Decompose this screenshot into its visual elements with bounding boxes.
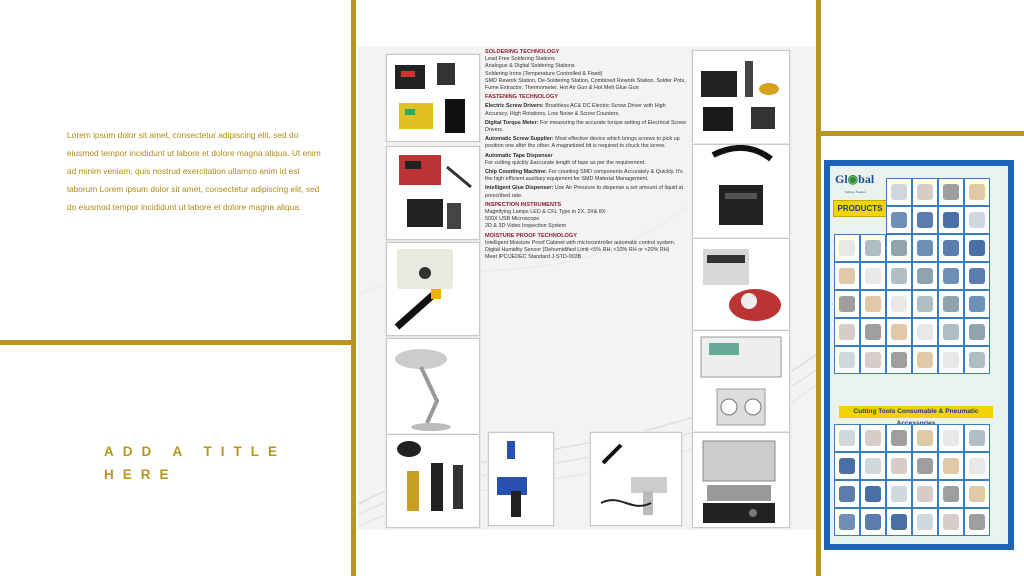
fastening-item: [485, 169, 689, 183]
product-thumbnail: [964, 480, 990, 508]
product-thumbnail: [964, 508, 990, 536]
product-thumbnail: [886, 424, 912, 452]
glue-gun-photo: [590, 432, 682, 526]
magnifying-lamp-photo: [386, 338, 480, 436]
product-thumbnail: [886, 290, 912, 318]
product-thumbnail: [834, 290, 860, 318]
soldering-line: SMD Rework Station, De-Soldering Station, Combined Rework Station, Solder Pots, Fume Extractor, Thermometer, Hot Air Gun & Hot Melt Glue Gun: [485, 77, 686, 92]
moisture-line: Meet IPC/JEDEC Standard J-STD-003B: [485, 254, 582, 261]
product-thumbnail: [860, 508, 886, 536]
moisture-line: Digital Humidity Sensor (Dehumidified Limit <5% RH, <10% RH or <20% RH): [485, 247, 670, 254]
product-thumbnail: [912, 452, 938, 480]
product-catalog-image: [358, 46, 816, 530]
product-thumbnail: [964, 234, 990, 262]
chip-counter-photo: [692, 330, 790, 432]
ultrasonic-cleaner-photo: [692, 432, 790, 528]
product-thumbnail: [860, 346, 886, 374]
soldering-section-title: SOLDERING TECHNOLOGY: [485, 49, 560, 55]
product-thumbnail: [860, 318, 886, 346]
brochure-inner: [830, 166, 1008, 544]
logo-text-a: Gl: [835, 172, 848, 186]
product-thumbnail: [938, 262, 964, 290]
fastening-item-desc: For measuring the accurate torque setting of Electrical Screw Drivers.: [485, 119, 686, 134]
product-thumbnail: [860, 452, 886, 480]
fastening-item: [485, 120, 689, 134]
product-thumbnail: [912, 424, 938, 452]
product-thumbnail: [834, 318, 860, 346]
product-thumbnail: [834, 262, 860, 290]
right-divider-line: [816, 0, 821, 576]
product-thumbnail: [964, 206, 990, 234]
product-thumbnail: [886, 452, 912, 480]
fastening-item-desc: For counting SMD components Accurately & Quickly. It's the high efficient auxiliary equipment for SMD Material Management.: [485, 169, 683, 183]
soldering-station-photo: [386, 54, 480, 142]
product-thumbnail: [938, 178, 964, 206]
slide-title: ADD A TITLE HERE: [104, 444, 286, 482]
product-thumbnail: [886, 206, 912, 234]
logo-text-b: bal: [858, 172, 875, 186]
product-thumbnail: [912, 206, 938, 234]
product-thumbnail: [834, 452, 860, 480]
products-banner: PRODUCTS: [833, 200, 887, 217]
product-thumbnail: [860, 234, 886, 262]
fastening-item-name: Chip Counting Machine:: [485, 169, 547, 176]
brochure-tagline: Sphere Traders: [845, 190, 866, 194]
product-thumbnail: [912, 346, 938, 374]
product-thumbnail: [938, 206, 964, 234]
catalog-text-column: [485, 49, 689, 261]
fastening-item-name: Automatic Screw Supplier:: [485, 136, 554, 143]
product-thumbnail: [964, 452, 990, 480]
cutting-tools-banner: Cutting Tools Consumable & Pneumatic: [839, 406, 993, 418]
inspection-section-title: INSPECTION INSTRUMENTS: [485, 201, 562, 208]
soldering-station-right-photo: [692, 50, 790, 144]
inspection-line: 2D & 3D Video Inspection System: [485, 223, 567, 230]
product-thumbnail: [938, 508, 964, 536]
product-thumbnail: [964, 346, 990, 374]
product-thumbnail: [886, 508, 912, 536]
hot-air-gun-photo: [488, 432, 554, 526]
screw-supplier-photo: [692, 238, 790, 330]
right-horizontal-rule: [818, 131, 1024, 136]
product-thumbnail: [834, 424, 860, 452]
product-thumbnail: [964, 290, 990, 318]
product-thumbnail: [938, 318, 964, 346]
soldering-line: Soldering Irons (Temperature Controlled & Fixed): [485, 70, 603, 77]
fastening-item-desc: Use Air Pressure to dispense a set amount of liquid at prescribed rate.: [485, 185, 684, 199]
product-thumbnail: [834, 346, 860, 374]
left-horizontal-rule: [0, 340, 354, 345]
product-thumbnail: [912, 178, 938, 206]
product-thumbnail: [886, 262, 912, 290]
left-divider-line: [351, 0, 356, 576]
fastening-item-desc: For cutting quickly &accurate length of tape as per the requirement.: [485, 159, 646, 166]
product-thumbnail: [912, 262, 938, 290]
product-thumbnail: [834, 480, 860, 508]
product-thumbnail: [964, 178, 990, 206]
fastening-item-name: Electric Screw Drivers:: [485, 103, 544, 110]
product-thumbnail: [886, 480, 912, 508]
screw-driver-photo: [386, 242, 480, 336]
electric-screwdrivers-photo: [386, 434, 480, 528]
product-thumbnail: [938, 480, 964, 508]
product-thumbnail: [964, 318, 990, 346]
product-thumbnail: [860, 424, 886, 452]
soldering-line: Lead Free Soldering Stations: [485, 56, 555, 63]
product-thumbnail: [886, 178, 912, 206]
product-thumbnail: [938, 424, 964, 452]
rework-station-photo: [386, 146, 480, 240]
product-thumbnail: [938, 290, 964, 318]
product-thumbnail: [886, 318, 912, 346]
inspection-line: 500X USB Microscope: [485, 216, 540, 223]
body-paragraph: Lorem ipsum dolor sit amet, consectetur adipiscing elit, sed do eiusmod tempor incididunt ut labore et dolore magna aliqua. Ut enim ad minim veniam, quis nostrud exercitation ullamco anim id est laborum Lorem ipsum dolor sit amet, consectetur adipiscing elit, sed do eiusmod tempor incididunt ut labore et dolore magna aliqua.: [67, 130, 321, 212]
product-thumbnail: [938, 234, 964, 262]
inspection-line: Magnifying Lamps LED & CFL Type in 2X, 3X& 8X: [485, 209, 606, 216]
product-thumbnail: [860, 262, 886, 290]
fastening-item: [485, 185, 689, 199]
moisture-line: Intelligent Moisture Proof Cabinet with microcontroller automatic control system.: [485, 239, 676, 246]
product-thumbnail: [912, 508, 938, 536]
soldering-line: Analogue & Digital Soldering Stations: [485, 63, 575, 70]
product-thumbnail: [964, 262, 990, 290]
fastening-item: [485, 136, 689, 150]
product-thumbnail: [964, 424, 990, 452]
global-products-brochure: [824, 160, 1014, 550]
product-thumbnail: [912, 480, 938, 508]
fastening-item-name: Digital Torque Meter:: [485, 119, 539, 126]
product-thumbnail: [938, 346, 964, 374]
moisture-section-title: MOISTURE PROOF TECHNOLOGY: [485, 232, 577, 239]
product-thumbnail: [886, 234, 912, 262]
product-thumbnail: [860, 290, 886, 318]
product-thumbnail: [834, 508, 860, 536]
fastening-item: [485, 153, 689, 167]
fastening-item-desc: Brushless AC& DC Electric Screw Driver with High Accuracy, High Rotations, Low Noise & Screw Counters.: [485, 103, 666, 117]
fastening-item-desc: Most effective device which brings screws to pick up position one after the other. A magnetized bit is required to chuck the screw.: [485, 136, 680, 150]
fastening-item-name: Intelligent Glue Dispenser:: [485, 185, 554, 192]
product-thumbnail: [912, 234, 938, 262]
fastening-section-title: FASTENING TECHNOLOGY: [485, 94, 559, 101]
product-thumbnail: [912, 290, 938, 318]
product-thumbnail: [912, 318, 938, 346]
fume-extractor-photo: [692, 144, 790, 238]
fastening-item-name: Automatic Tape Dispenser: [485, 152, 553, 159]
product-thumbnail: [860, 480, 886, 508]
brochure-logo: Gl◉bal: [835, 172, 875, 186]
product-thumbnail: [938, 452, 964, 480]
product-thumbnail: [834, 234, 860, 262]
product-thumbnail: [886, 346, 912, 374]
fastening-item: [485, 103, 689, 117]
